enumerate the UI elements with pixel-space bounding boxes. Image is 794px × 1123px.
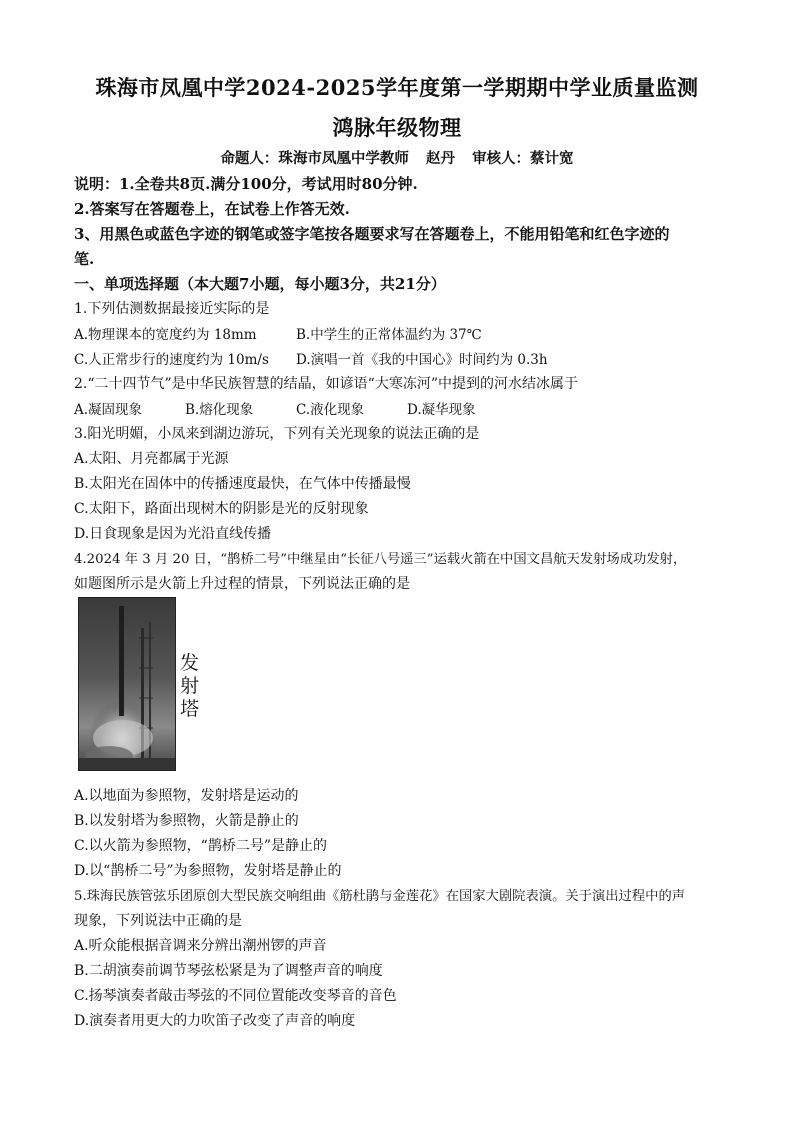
tower-label-char-3: 塔 (180, 698, 200, 720)
q1-options-row2 (74, 348, 548, 368)
q2-option-a: A.凝固现象 (74, 402, 143, 418)
q4-option-d: D.以“鹊桥二号”为参照物，发射塔是静止的 (74, 863, 342, 879)
section-heading: 一、单项选择题（本大题7小题，每小题3分，共21分） (74, 275, 446, 293)
rocket-launch-photo (78, 597, 176, 771)
launch-tower-label (180, 652, 204, 721)
q2-option-b: B.熔化现象 (185, 402, 254, 418)
q5-stem-2: 现象，下列说法中正确的是 (74, 913, 242, 929)
q2-stem: 2.“二十四节气”是中华民族智慧的结晶，如谚语“大寒冻河”中提到的河水结冰属于 (74, 376, 578, 392)
q5-option-d: D.演奏者用更大的力吹笛子改变了声音的响度 (74, 1013, 356, 1029)
exam-title: 珠海市凤凰中学2024-2025学年度第一学期期中学业质量监测 (95, 75, 699, 100)
reviewer: 审核人：蔡计宽 (472, 150, 574, 167)
q4-option-c: C.以火箭为参照物，“鹊桥二号”是静止的 (74, 838, 327, 854)
q1-option-b: B.中学生的正常体温约为 37℃ (296, 327, 482, 343)
q1-options-row1 (74, 323, 482, 343)
tower-label-char-1: 发 (180, 652, 200, 674)
q1-stem: 1.下列估测数据最接近实际的是 (74, 301, 270, 317)
q4-option-b: B.以发射塔为参照物，火箭是静止的 (74, 813, 299, 829)
author-name: 赵丹 (426, 150, 455, 167)
exam-subtitle: 鸿脉年级物理 (332, 115, 462, 140)
instruction-3a: 3、用黑色或蓝色字迹的钢笔或签字笔按各题要求写在答题卷上，不能用铅笔和红色字迹的 (74, 225, 670, 243)
instruction-1: 说明：1.全卷共8页.满分100分，考试用时80分钟. (74, 175, 418, 193)
q3-option-c: C.太阳下，路面出现树木的阴影是光的反射现象 (74, 501, 369, 517)
q4-stem-1: 4.2024 年 3 月 20 日，“鹊桥二号”中继星由“长征八号遥三”运载火箭在中国文昌航天发射场成功发射， (74, 552, 687, 567)
q3-option-d: D.日食现象是因为光沿直线传播 (74, 526, 272, 542)
q3-option-a: A.太阳、月亮都属于光源 (74, 451, 229, 467)
rocket-launch-image (79, 598, 175, 770)
q5-option-b: B.二胡演奏前调节琴弦松紧是为了调整声音的响度 (74, 963, 383, 979)
q1-option-a: A.物理课本的宽度约为 18mm (74, 327, 257, 343)
q2-option-c: C.液化现象 (296, 402, 365, 418)
tower-label-char-2: 射 (180, 675, 200, 697)
q3-option-b: B.太阳光在固体中的传播速度最快，在气体中传播最慢 (74, 476, 411, 492)
q2-options (74, 398, 476, 418)
q5-option-a: A.听众能根据音调来分辨出潮州锣的声音 (74, 938, 327, 954)
q1-option-d: D.演唱一首《我的中国心》时间约为 0.3h (296, 352, 548, 368)
q5-option-c: C.扬琴演奏者敲击琴弦的不同位置能改变琴音的音色 (74, 988, 397, 1004)
q4-option-a: A.以地面为参照物，发射塔是运动的 (74, 788, 299, 804)
author-setter: 命题人：珠海市凤凰中学教师 (220, 150, 409, 167)
q1-option-c: C.人正常步行的速度约为 10m/s (74, 352, 269, 368)
q4-stem-2: 如题图所示是火箭上升过程的情景，下列说法正确的是 (74, 576, 410, 592)
author-line (0, 147, 794, 168)
instruction-3b: 笔. (74, 250, 95, 268)
q5-stem-1: 5.珠海民族管弦乐团原创大型民族交响组曲《筋杜鹃与金莲花》在国家大剧院表演。关于演出过程中的声 (74, 889, 686, 904)
q2-option-d: D.凝华现象 (407, 402, 476, 418)
q3-stem: 3.阳光明媚，小凤来到湖边游玩，下列有关光现象的说法正确的是 (74, 426, 480, 442)
instruction-2: 2.答案写在答题卷上，在试卷上作答无效. (74, 200, 350, 218)
